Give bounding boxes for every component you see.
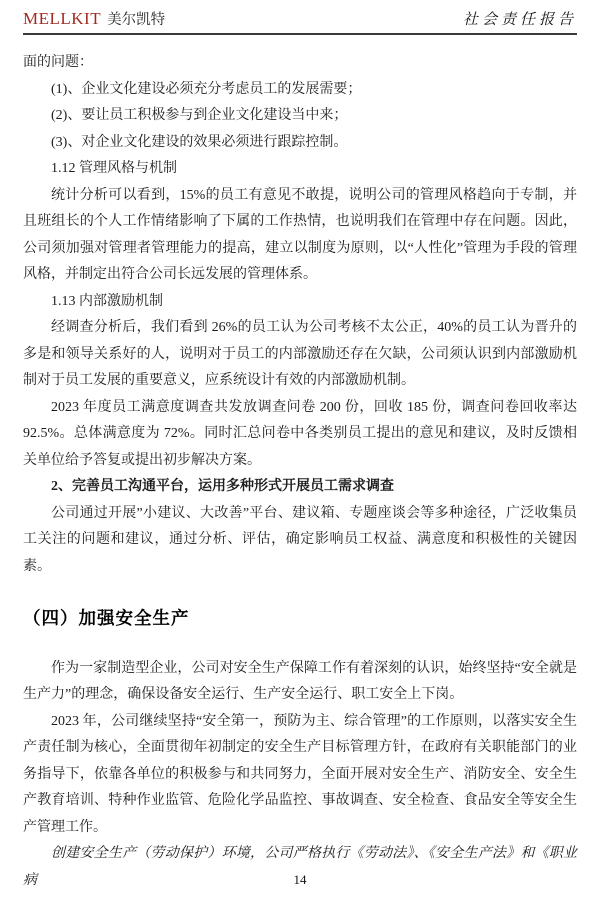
company-logo-text-cn: 美尔凯特 — [107, 12, 166, 28]
header-divider — [23, 33, 577, 35]
page-footer — [0, 872, 600, 888]
paragraph: 经调查分析后，我们看到 26%的员工认为公司考核不太公正，40%的员工认为晋升的多是和领导关系好的人，说明对于员工的内部激励还存在欠缺，公司须认识到内部激励机制对于员工发展的重要意义，应系统设计有效的内部激励机制。 — [23, 320, 577, 388]
paragraph-legal-references: 创建安全生产（劳动保护）环境，公司严格执行《劳动法》、《安全生产法》和《职业病 — [23, 846, 577, 888]
list-item: (3)、对企业文化建设的效果必须进行跟踪控制。 — [51, 134, 348, 150]
page-number: 14 — [293, 872, 307, 887]
page-header — [23, 8, 577, 29]
document-title: 社会责任报告 — [462, 12, 577, 28]
paragraph: 作为一家制造型企业，公司对安全生产保障工作有着深刻的认识，始终坚持“安全就是生产力”的理念，确保设备安全运行、生产安全运行、职工安全上下岗。 — [23, 660, 577, 702]
bold-subheading-2: 2、完善员工沟通平台，运用多种形式开展员工需求调查 — [51, 479, 394, 494]
paragraph: 2023 年，公司继续坚持“安全第一，预防为主、综合管理”的工作原则，以落实安全生产责任制为核心，全面贯彻年初制定的安全生产目标管理方针，在政府有关职能部门的业务指导下，依靠各单位的积极参与和共同努力，全面开展对安全生产、消防安全、安全生产教育培训、特种作业监管、危险化学品监控、事故调查、安全检查、食品安全等安全生产管理工作。 — [23, 713, 577, 835]
subheading-1-13: 1.13 内部激励机制 — [51, 293, 163, 309]
paragraph-continuation: 面的问题： — [23, 55, 93, 70]
subheading-1-12: 1.12 管理风格与机制 — [51, 161, 177, 176]
company-logo — [23, 8, 165, 29]
paragraph: 统计分析可以看到，15%的员工有意见不敢提，说明公司的管理风格趋向于专制，并且班组长的个人工作情绪影响了下属的工作热情，也说明我们在管理中存在问题。因此，公司须加强对管理者管理能力的提高，建立以制度为原则，以“人性化”管理为手段的管理风格，并制定出符合公司长远发展的管理体系。 — [23, 187, 577, 282]
list-item: (2)、要让员工积极参与到企业文化建设当中来； — [51, 108, 348, 123]
paragraph: 2023 年度员工满意度调查共发放调查问卷 200 份，回收 185 份，调查问卷回收率达 92.5%。总体满意度为 72%。同时汇总问卷中各类别员工提出的意见和建议，及时反馈相关单位给予答复或提出初步解决方案。 — [23, 399, 577, 468]
company-logo-text-en: MELLKIT — [23, 9, 102, 28]
page-content — [23, 50, 577, 894]
paragraph: 公司通过开展”小建议、大改善”平台、建议箱、专题座谈会等多种途径，广泛收集员工关注的问题和建议，通过分析、评估，确定影响员工权益、满意度和积极性的关键因素。 — [23, 505, 577, 574]
section-heading-4: （四）加强安全生产 — [23, 608, 190, 628]
list-item: (1)、企业文化建设必须充分考虑员工的发展需要； — [51, 81, 362, 97]
